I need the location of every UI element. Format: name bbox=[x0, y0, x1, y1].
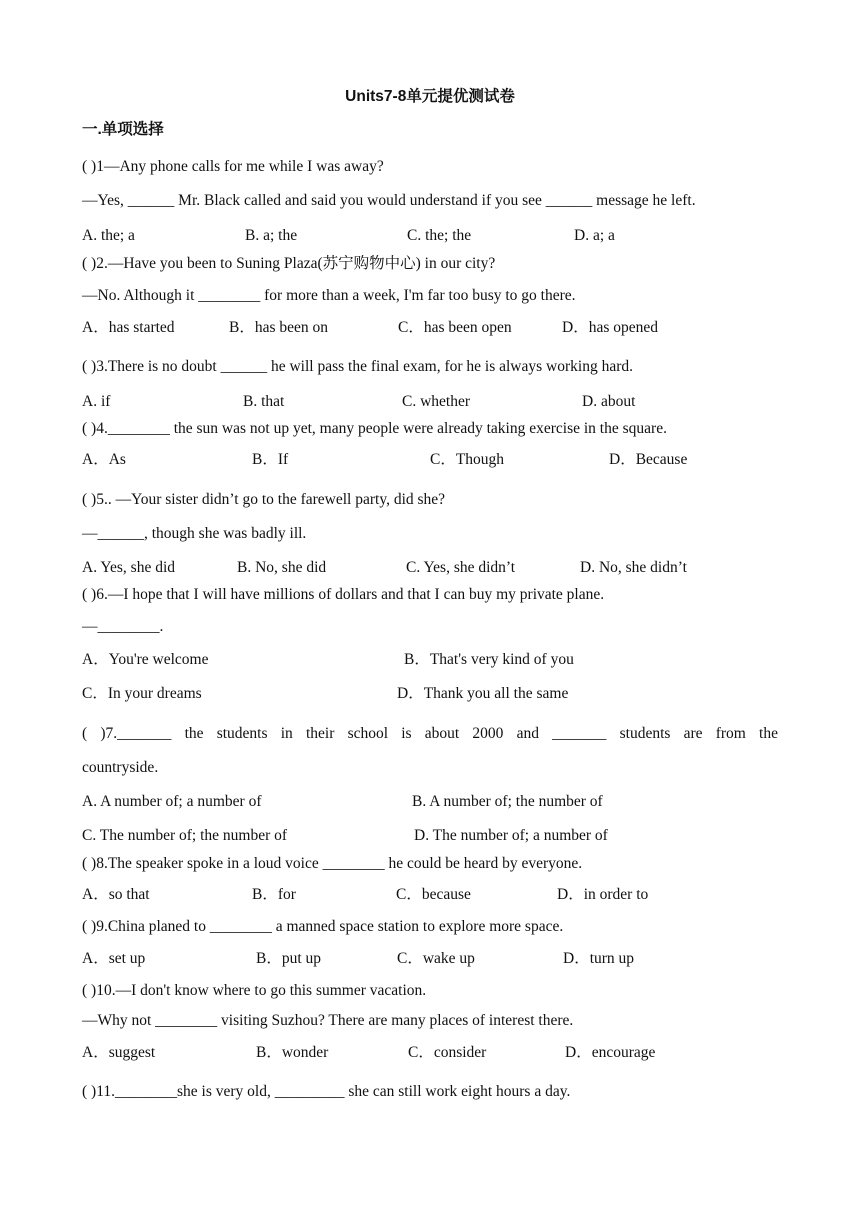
question-9-option-a: A．set up bbox=[82, 950, 146, 967]
question-2-option-d: D．has opened bbox=[562, 319, 658, 336]
question-7-option-b: B. A number of; the number of bbox=[412, 793, 603, 810]
question-6-line2: —________. bbox=[82, 618, 164, 635]
question-9-option-b: B．put up bbox=[256, 950, 322, 967]
question-5-option-c: C. Yes, she didn’t bbox=[406, 559, 516, 576]
question-8-option-a: A．so that bbox=[82, 886, 150, 903]
question-8-option-b: B．for bbox=[252, 886, 296, 903]
question-5-line2: —______, though she was badly ill. bbox=[82, 525, 307, 542]
question-10-option-c: C．consider bbox=[408, 1044, 487, 1061]
question-9-stem: ( )9.China planed to ________ a manned space station to explore more space. bbox=[82, 918, 564, 935]
question-7-option-d: D. The number of; a number of bbox=[414, 827, 608, 844]
question-7-stem: ( )7._______ the students in their school is about 2000 and _______ students are from the bbox=[82, 725, 778, 742]
question-1-stem: ( )1—Any phone calls for me while I was away? bbox=[82, 158, 384, 175]
question-11-stem: ( )11.________she is very old, _________ she can still work eight hours a day. bbox=[82, 1083, 571, 1100]
question-5-stem: ( )5.. —Your sister didn’t go to the farewell party, did she? bbox=[82, 491, 446, 508]
question-9-option-c: C．wake up bbox=[397, 950, 475, 967]
question-1-option-a: A. the; a bbox=[82, 227, 135, 244]
question-4-option-b: B．If bbox=[252, 451, 289, 468]
question-4-stem: ( )4.________ the sun was not up yet, many people were already taking exercise in the square. bbox=[82, 420, 667, 437]
question-1-option-d: D. a; a bbox=[574, 227, 615, 244]
question-2-option-b: B．has been on bbox=[229, 319, 329, 336]
question-3-option-d: D. about bbox=[582, 393, 636, 410]
question-4-option-d: D．Because bbox=[609, 451, 688, 468]
question-10-option-a: A．suggest bbox=[82, 1044, 156, 1061]
page-title: Units7-8单元提优测试卷 bbox=[345, 88, 515, 105]
question-4-option-a: A．As bbox=[82, 451, 126, 468]
question-3-option-a: A. if bbox=[82, 393, 111, 410]
question-1-option-c: C. the; the bbox=[407, 227, 472, 244]
question-6-option-b: B．That's very kind of you bbox=[404, 651, 574, 668]
question-5-option-d: D. No, she didn’t bbox=[580, 559, 687, 576]
question-1-line2: —Yes, ______ Mr. Black called and said you would understand if you see ______ message he left. bbox=[82, 192, 696, 209]
question-10-stem: ( )10.—I don't know where to go this summer vacation. bbox=[82, 982, 427, 999]
question-10-option-b: B．wonder bbox=[256, 1044, 329, 1061]
question-6-option-a: A．You're welcome bbox=[82, 651, 209, 668]
question-10-option-d: D．encourage bbox=[565, 1044, 656, 1061]
question-8-option-c: C．because bbox=[396, 886, 471, 903]
question-2-stem: ( )2.—Have you been to Suning Plaza(苏宁购物中心) in our city? bbox=[82, 255, 496, 272]
question-5-option-a: A. Yes, she did bbox=[82, 559, 176, 576]
question-4-option-c: C．Though bbox=[430, 451, 505, 468]
question-7-option-c: C. The number of; the number of bbox=[82, 827, 288, 844]
question-6-stem: ( )6.—I hope that I will have millions of dollars and that I can buy my private plane. bbox=[82, 586, 605, 603]
question-6-option-c: C．In your dreams bbox=[82, 685, 202, 702]
question-2-line2: —No. Although it ________ for more than a week, I'm far too busy to go there. bbox=[82, 287, 576, 304]
question-7-line2: countryside. bbox=[82, 759, 159, 776]
question-10-line2: —Why not ________ visiting Suzhou? There are many places of interest there. bbox=[82, 1012, 574, 1029]
question-5-option-b: B. No, she did bbox=[237, 559, 327, 576]
question-2-option-a: A．has started bbox=[82, 319, 175, 336]
question-3-option-c: C. whether bbox=[402, 393, 471, 410]
question-8-stem: ( )8.The speaker spoke in a loud voice ________ he could be heard by everyone. bbox=[82, 855, 583, 872]
question-3-stem: ( )3.There is no doubt ______ he will pass the final exam, for he is always working hard. bbox=[82, 358, 633, 375]
question-9-option-d: D．turn up bbox=[563, 950, 635, 967]
question-7-option-a: A. A number of; a number of bbox=[82, 793, 262, 810]
question-1-option-b: B. a; the bbox=[245, 227, 298, 244]
section-heading: 一.单项选择 bbox=[82, 121, 164, 138]
question-2-option-c: C．has been open bbox=[398, 319, 512, 336]
question-8-option-d: D．in order to bbox=[557, 886, 649, 903]
question-6-option-d: D．Thank you all the same bbox=[397, 685, 569, 702]
question-3-option-b: B. that bbox=[243, 393, 285, 410]
